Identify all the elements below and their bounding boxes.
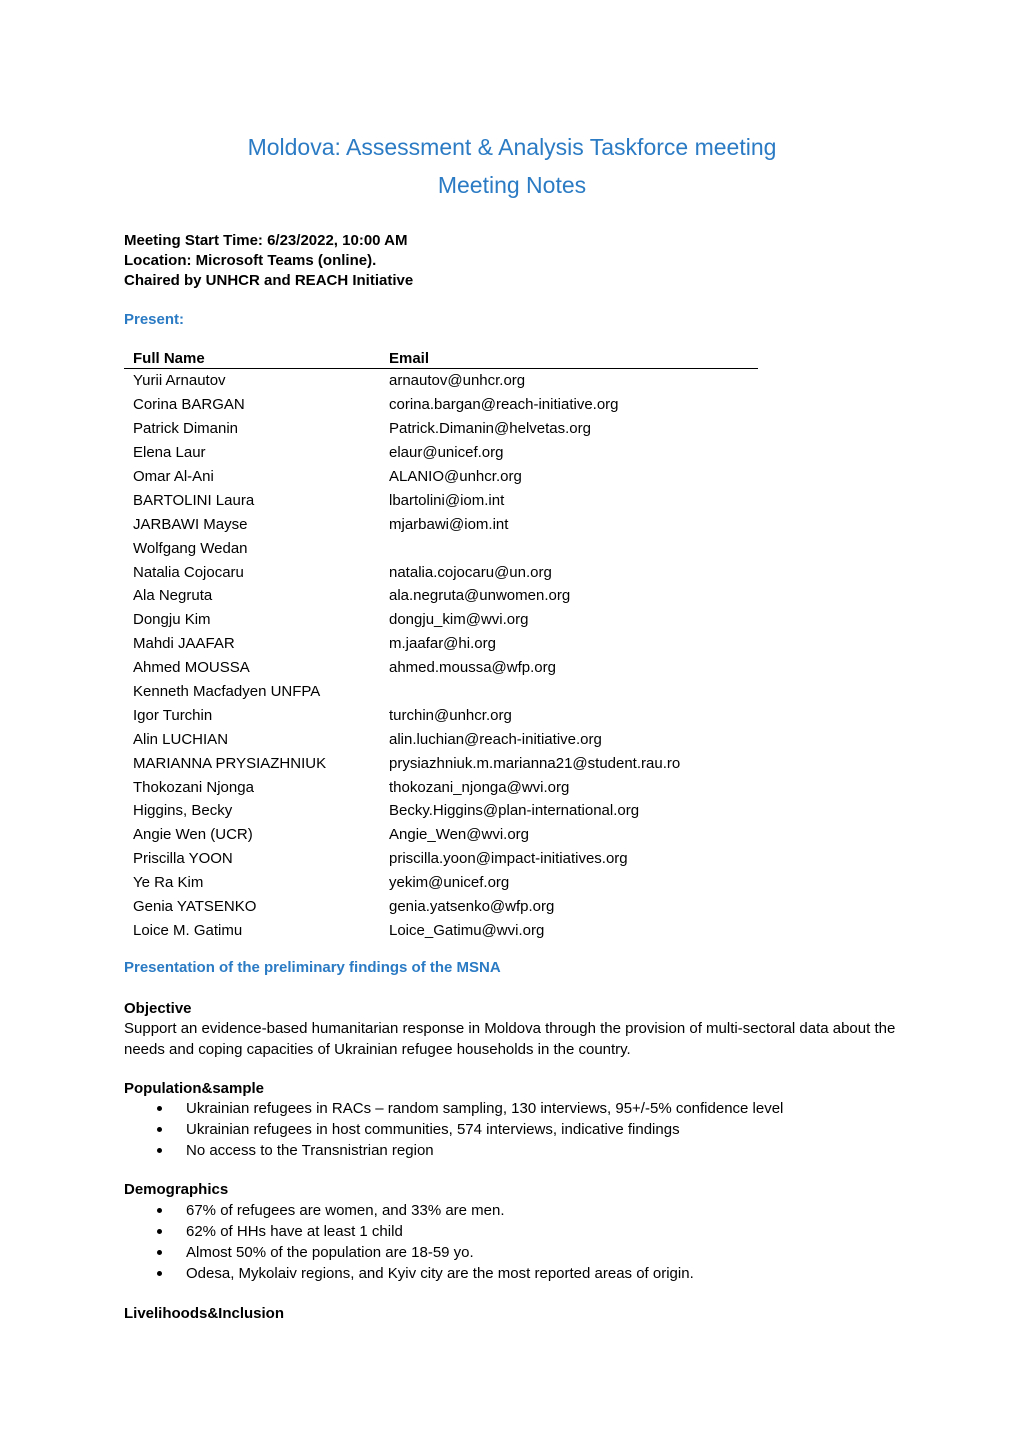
present-heading: Present:	[124, 311, 185, 328]
table-row	[124, 918, 758, 942]
column-header-full-name: Full Name	[124, 348, 380, 369]
table-row	[124, 895, 758, 919]
attendee-name: Wolfgang Wedan	[133, 539, 248, 557]
list-item	[124, 1242, 694, 1263]
bullet-icon	[157, 1106, 162, 1111]
attendee-name: MARIANNA PRYSIAZHNIUK	[133, 754, 327, 772]
meeting-meta	[124, 231, 413, 291]
table-row	[124, 369, 758, 393]
table-row	[124, 417, 758, 441]
population-list	[124, 1098, 783, 1161]
table-row	[124, 775, 758, 799]
list-item-text: Ukrainian refugees in host communities, 574 interviews, indicative findings	[186, 1121, 680, 1138]
table-row	[124, 751, 758, 775]
attendee-email: ALANIO@unhcr.org	[389, 468, 522, 485]
attendees-body	[124, 369, 758, 943]
attendee-name: Omar Al-Ani	[133, 468, 214, 485]
attendee-name: Genia YATSENKO	[133, 898, 257, 916]
attendee-name: Ala Negruta	[133, 587, 213, 605]
attendee-name: Igor Turchin	[133, 706, 213, 724]
table-row	[124, 488, 758, 512]
list-item-text: Odesa, Mykolaiv regions, and Kyiv city are the most reported areas of origin.	[186, 1265, 694, 1282]
bullet-icon	[157, 1250, 162, 1255]
table-row	[124, 441, 758, 465]
page-title: Moldova: Assessment & Analysis Taskforce meeting	[247, 134, 777, 160]
list-item-text: 67% of refugees are women, and 33% are men.	[186, 1202, 505, 1219]
attendee-email: dongju_kim@wvi.org	[389, 611, 529, 629]
attendee-name: Higgins, Becky	[133, 802, 233, 820]
objective-text: Support an evidence-based humanitarian response in Moldova through the provision of multi-sectoral data about the needs and coping capacities of Ukrainian refugee households in the country.	[124, 1020, 896, 1058]
attendee-email: ahmed.moussa@wfp.org	[389, 659, 556, 677]
attendee-name: Mahdi JAAFAR	[133, 635, 235, 653]
attendees-header-row	[124, 348, 758, 369]
table-row	[124, 536, 758, 560]
attendee-email: elaur@unicef.org	[389, 444, 504, 462]
attendee-email: corina.bargan@reach-initiative.org	[389, 396, 619, 414]
list-item	[124, 1263, 694, 1284]
list-item	[124, 1221, 694, 1242]
attendee-name: Ye Ra Kim	[133, 874, 204, 892]
table-row	[124, 823, 758, 847]
table-row	[124, 847, 758, 871]
attendee-name: Natalia Cojocaru	[133, 563, 244, 581]
objective-heading: Objective	[124, 1000, 192, 1017]
meeting-chair: Chaired by UNHCR and REACH Initiative	[124, 272, 414, 289]
attendee-email: turchin@unhcr.org	[389, 706, 512, 724]
table-row	[124, 393, 758, 417]
table-row	[124, 703, 758, 727]
list-item-text: No access to the Transnistrian region	[186, 1142, 434, 1159]
table-row	[124, 608, 758, 632]
meeting-start-time: Meeting Start Time: 6/23/2022, 10:00 AM	[124, 232, 408, 249]
attendee-name: JARBAWI Mayse	[133, 515, 248, 533]
table-row	[124, 465, 758, 489]
attendee-email: thokozani_njonga@wvi.org	[389, 778, 570, 796]
livelihoods-heading: Livelihoods&Inclusion	[124, 1305, 285, 1322]
bullet-icon	[157, 1271, 162, 1276]
attendee-name: Dongju Kim	[133, 611, 211, 629]
list-item-text: Ukrainian refugees in RACs – random sampling, 130 interviews, 95+/-5% confidence level	[186, 1100, 784, 1117]
table-row	[124, 871, 758, 895]
list-item-text: 62% of HHs have at least 1 child	[186, 1223, 403, 1240]
table-row	[124, 512, 758, 536]
list-item-text: Almost 50% of the population are 18-59 yo.	[186, 1244, 474, 1261]
attendee-email	[380, 680, 758, 704]
attendee-email: Loice_Gatimu@wvi.org	[389, 921, 545, 939]
attendee-email: Becky.Higgins@plan-international.org	[389, 802, 640, 820]
table-row	[124, 632, 758, 656]
bullet-icon	[157, 1127, 162, 1132]
bullet-icon	[157, 1229, 162, 1234]
attendee-name: Loice M. Gatimu	[133, 921, 243, 939]
attendee-name: Elena Laur	[133, 444, 206, 462]
table-row	[124, 680, 758, 704]
attendee-email: Patrick.Dimanin@helvetas.org	[389, 420, 591, 438]
attendee-email: m.jaafar@hi.org	[389, 635, 496, 653]
bullet-icon	[157, 1208, 162, 1213]
attendee-name: Angie Wen (UCR)	[133, 826, 253, 844]
attendee-name: Kenneth Macfadyen UNFPA	[133, 683, 321, 701]
attendee-email: Angie_Wen@wvi.org	[389, 826, 530, 844]
attendee-email: mjarbawi@iom.int	[389, 515, 509, 533]
table-row	[124, 727, 758, 751]
list-item	[124, 1119, 783, 1140]
attendee-name: Thokozani Njonga	[133, 778, 254, 796]
attendee-email: arnautov@unhcr.org	[389, 372, 526, 390]
list-item	[124, 1140, 783, 1161]
attendee-email: yekim@unicef.org	[389, 874, 510, 892]
attendee-name: Corina BARGAN	[133, 396, 245, 414]
list-item	[124, 1200, 694, 1221]
attendee-name: Priscilla YOON	[133, 850, 233, 868]
attendee-email	[380, 536, 758, 560]
demographics-list	[124, 1200, 694, 1284]
page-subtitle: Meeting Notes	[437, 172, 587, 198]
attendee-name: Ahmed MOUSSA	[133, 659, 250, 677]
attendee-email: lbartolini@iom.int	[389, 491, 505, 509]
table-row	[124, 584, 758, 608]
table-row	[124, 560, 758, 584]
column-header-email: Email	[380, 348, 758, 369]
attendee-email: priscilla.yoon@impact-initiatives.org	[389, 850, 628, 868]
attendee-name: Patrick Dimanin	[133, 420, 239, 438]
attendee-email: ala.negruta@unwomen.org	[389, 587, 571, 605]
attendee-email: alin.luchian@reach-initiative.org	[389, 730, 602, 748]
list-item	[124, 1098, 783, 1119]
table-row	[124, 656, 758, 680]
population-heading: Population&sample	[124, 1080, 265, 1097]
attendee-email: natalia.cojocaru@un.org	[389, 563, 552, 581]
table-row	[124, 799, 758, 823]
attendee-name: BARTOLINI Laura	[133, 491, 255, 509]
attendee-name: Alin LUCHIAN	[133, 730, 229, 748]
msna-heading: Presentation of the preliminary findings of the MSNA	[124, 959, 501, 976]
attendee-name: Yurii Arnautov	[133, 372, 226, 390]
bullet-icon	[157, 1148, 162, 1153]
attendee-email: genia.yatsenko@wfp.org	[389, 898, 555, 916]
attendee-email: prysiazhniuk.m.marianna21@student.rau.ro	[389, 754, 681, 772]
attendees-table	[124, 348, 758, 942]
meeting-location: Location: Microsoft Teams (online).	[124, 252, 377, 269]
demographics-heading: Demographics	[124, 1181, 229, 1198]
